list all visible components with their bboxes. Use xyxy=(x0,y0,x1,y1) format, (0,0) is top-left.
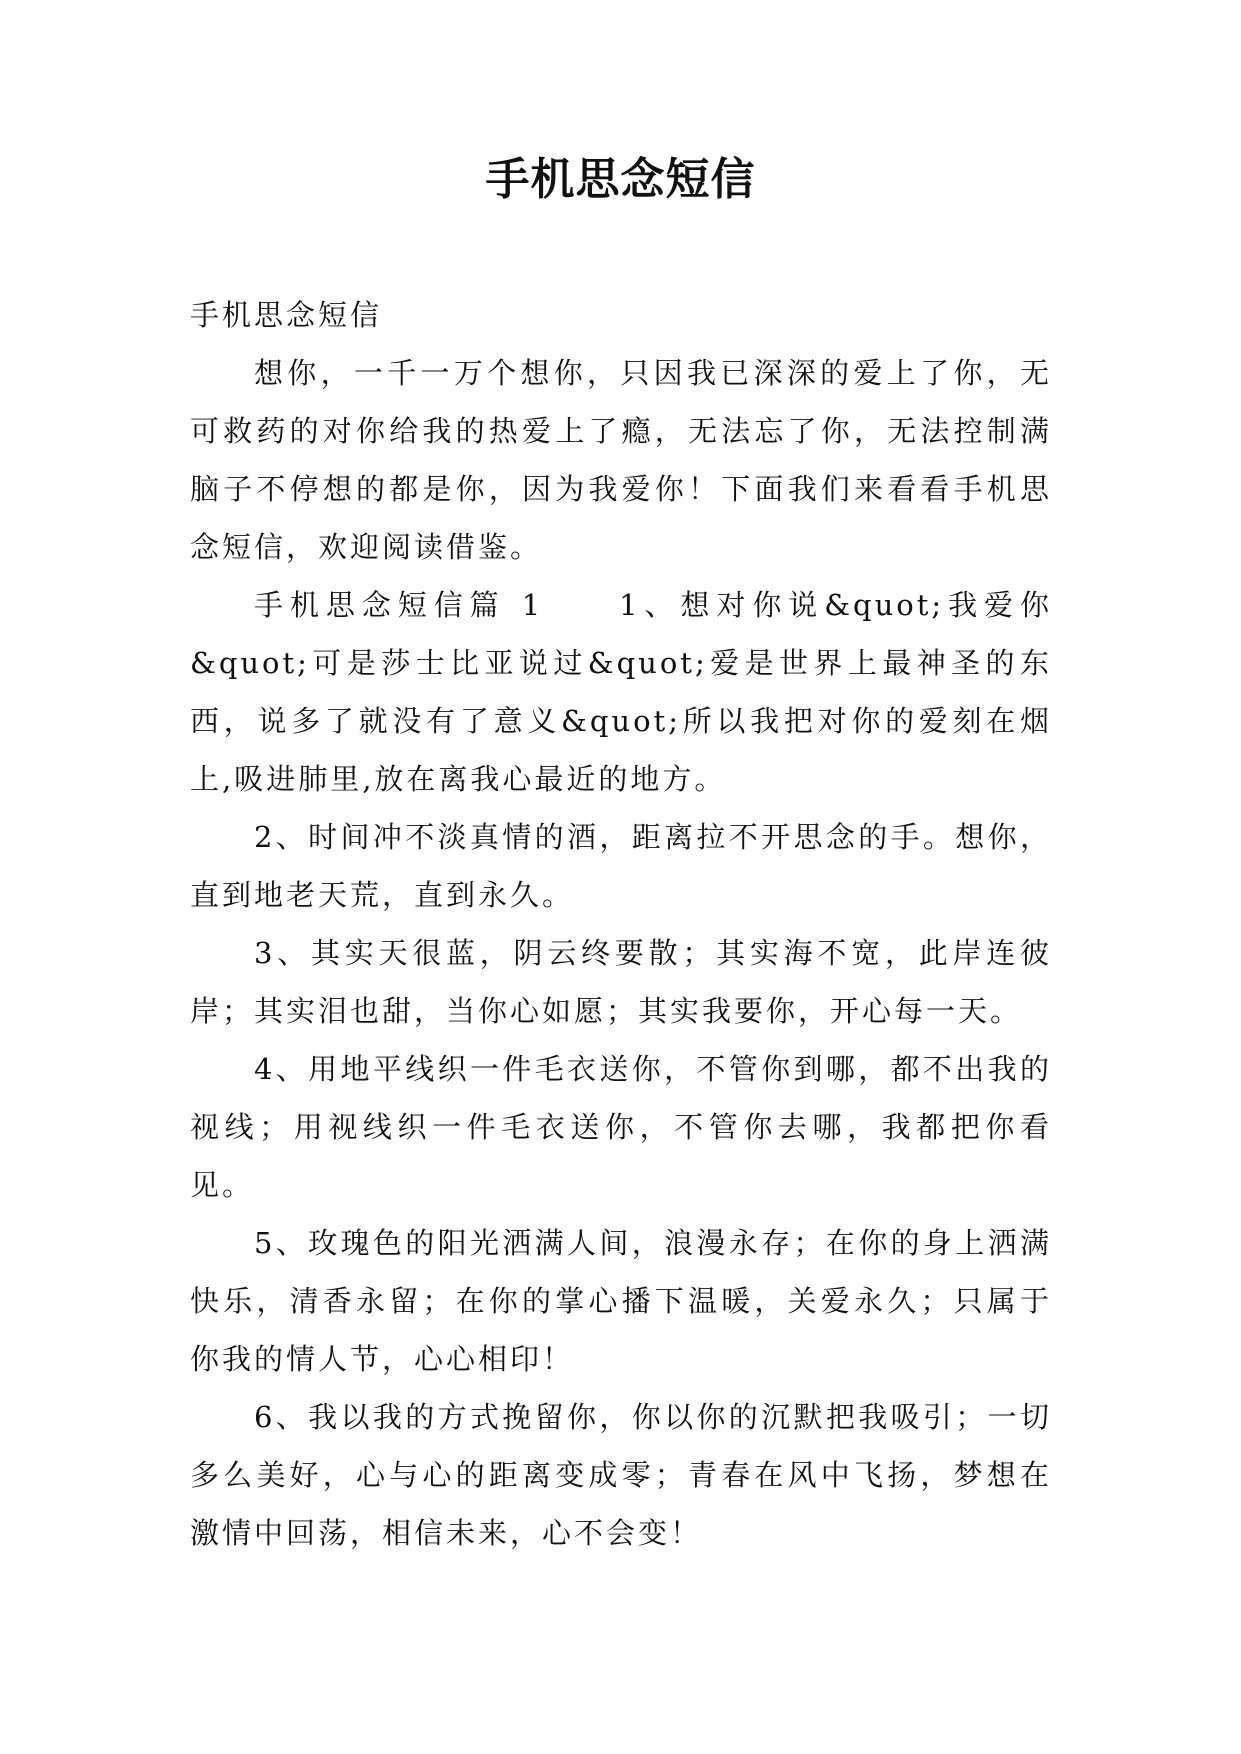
message-paragraph-4: 4、用地平线织一件毛衣送你，不管你到哪，都不出我的视线；用视线织一件毛衣送你，不管你去哪，我都把你看见。 xyxy=(190,1052,1052,1202)
subtitle-line: 手机思念短信 xyxy=(190,298,383,332)
message-paragraph-3: 3、其实天很蓝，阴云终要散；其实海不宽，此岸连彼岸；其实泪也甜，当你心如愿；其实我要你，开心每一天。 xyxy=(190,936,1052,1028)
message-paragraph-2: 2、时间冲不淡真情的酒，距离拉不开思念的手。想你，直到地老天荒，直到永久。 xyxy=(190,820,1052,912)
intro-paragraph: 想你，一千一万个想你，只因我已深深的爱上了你，无可救药的对你给我的热爱上了瘾，无法忘了你，无法控制满脑子不停想的都是你，因为我爱你！下面我们来看看手机思念短信，欢迎阅读借鉴。 xyxy=(190,356,1052,564)
message-paragraph-1: 手机思念短信篇 1 1、想对你说&quot;我爱你&quot;可是莎士比亚说过&quot;爱是世界上最神圣的东西，说多了就没有了意义&quot;所以我把对你的爱刻在烟上,吸进肺里,放在离我心最近的地方。 xyxy=(190,588,1052,796)
message-paragraph-6: 6、我以我的方式挽留你，你以你的沉默把我吸引；一切多么美好，心与心的距离变成零；青春在风中飞扬，梦想在激情中回荡，相信未来，心不会变！ xyxy=(190,1400,1052,1550)
document-title: 手机思念短信 xyxy=(485,154,756,205)
message-paragraph-5: 5、玫瑰色的阳光洒满人间，浪漫永存；在你的身上洒满快乐，清香永留；在你的掌心播下温暖，关爱永久；只属于你我的情人节，心心相印！ xyxy=(190,1226,1052,1376)
document-body xyxy=(190,286,1052,1562)
